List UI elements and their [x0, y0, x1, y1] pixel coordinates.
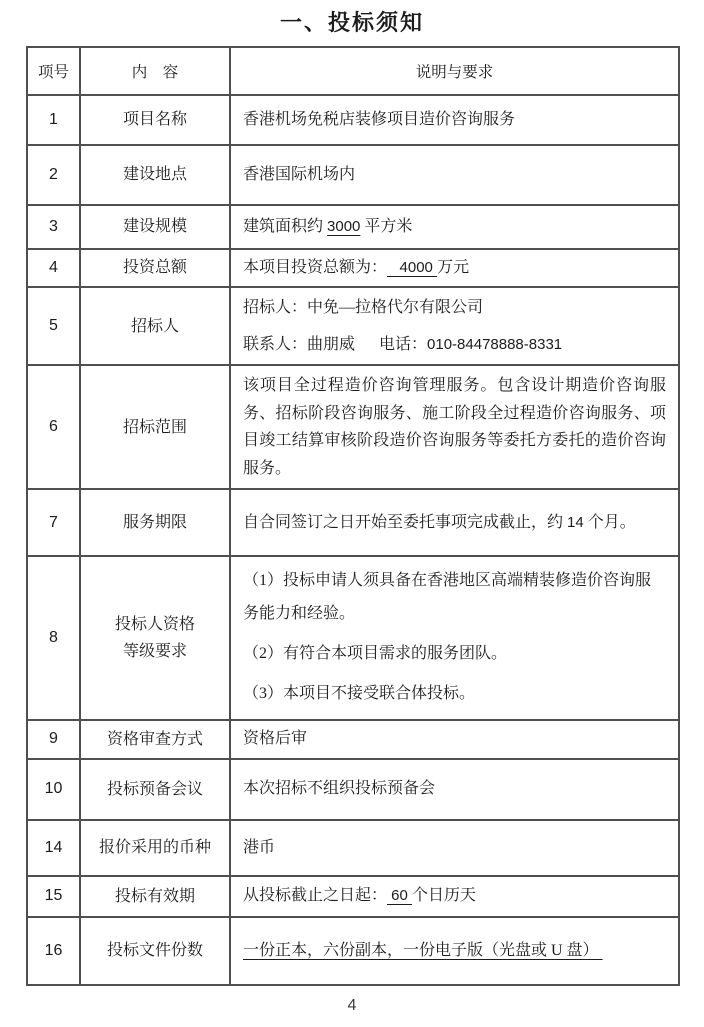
text-segment: 010-84478888-8331 — [427, 336, 563, 354]
content-label-line: 资格审查方式 — [106, 730, 203, 748]
content-label-line: 项目名称 — [122, 111, 187, 129]
content-label-cell — [80, 287, 230, 365]
description-paragraph — [243, 835, 666, 861]
text-segment: 资格后审 — [243, 730, 308, 748]
description-cell — [230, 720, 679, 759]
text-segment: 香港机场免税店装修项目造价咨询服务 — [243, 111, 516, 129]
content-label-line: 投标有效期 — [114, 887, 195, 905]
text-segment: 平方米 — [360, 218, 413, 236]
item-no-cell: 6 — [27, 365, 80, 489]
description-cell — [230, 917, 679, 985]
content-label-line: 投标人资格 — [114, 615, 195, 633]
item-no-cell: 8 — [27, 556, 80, 719]
text-segment: 个月。 — [583, 514, 636, 532]
text-segment: （2）有符合本项目需求的服务团队。 — [243, 645, 508, 663]
text-segment: 招标人：中免—拉格代尔有限公司 — [243, 299, 484, 316]
text-segment: 建筑面积约 — [243, 218, 328, 236]
description-cell — [230, 820, 679, 876]
description-cell — [230, 205, 679, 249]
item-no-cell: 10 — [27, 759, 80, 820]
content-label-line: 招标人 — [130, 317, 179, 335]
description-cell — [230, 145, 679, 205]
item-no-cell: 7 — [27, 489, 80, 556]
content-label-cell — [80, 365, 230, 489]
content-label-line: 建设地点 — [122, 166, 187, 184]
item-no-cell: 14 — [27, 820, 80, 876]
content-label-cell — [80, 489, 230, 556]
content-label-cell — [80, 205, 230, 249]
text-segment: 14 — [567, 514, 584, 532]
content-label-line: 报价采用的币种 — [98, 839, 211, 857]
content-label-line: 投标预备会议 — [106, 780, 203, 798]
text-segment: 3000 — [327, 218, 361, 236]
content-label-line: 服务期限 — [122, 514, 187, 532]
content-label-cell — [80, 145, 230, 205]
description-paragraph — [243, 565, 666, 631]
text-segment: 60 — [387, 887, 413, 905]
text-segment: 本次招标不组织投标预备会 — [243, 780, 436, 798]
text-segment: 自合同签订之日开始至委托事项完成截止，约 — [243, 514, 568, 532]
description-cell — [230, 759, 679, 820]
table-row — [27, 820, 679, 876]
description-paragraph — [243, 510, 666, 536]
table-body — [27, 95, 679, 985]
table-row — [27, 249, 679, 287]
content-label-cell — [80, 249, 230, 287]
table-row — [27, 205, 679, 249]
text-segment: 港币 — [243, 838, 276, 856]
description-paragraph — [243, 214, 666, 240]
item-no-cell: 1 — [27, 95, 80, 145]
description-paragraph — [243, 883, 666, 909]
table-row — [27, 95, 679, 145]
content-label-cell — [80, 720, 230, 759]
content-label-cell — [80, 556, 230, 719]
text-segment: 4000 — [387, 259, 438, 277]
description-paragraph — [243, 107, 666, 133]
header-cell-item-no: 项号 — [27, 47, 80, 95]
header-row — [27, 47, 679, 95]
item-no-cell: 9 — [27, 720, 80, 759]
content-label-line: 投标文件份数 — [106, 942, 203, 960]
text-segment: 该项目全过程造价咨询管理服务。包含设计期造价咨询服务、招标阶段咨询服务、施工阶段全过程造价咨询服务、项目竣工结算审核阶段造价咨询服务等委托方委托的造价咨询服务。 — [243, 377, 666, 477]
description-paragraph — [243, 255, 666, 281]
content-label-cell — [80, 820, 230, 876]
bidding-notice-table — [26, 46, 680, 986]
table-row — [27, 556, 679, 719]
description-cell — [230, 95, 679, 145]
item-no-cell: 5 — [27, 287, 80, 365]
item-no-cell: 4 — [27, 249, 80, 287]
text-segment: 联系人：曲朋威 电话： — [243, 336, 428, 354]
description-cell — [230, 249, 679, 287]
description-paragraph — [243, 292, 666, 323]
table-row — [27, 287, 679, 365]
item-no-cell: 16 — [27, 917, 80, 985]
table-row — [27, 917, 679, 985]
content-label-line: 等级要求 — [122, 643, 187, 661]
description-cell — [230, 876, 679, 917]
table-row — [27, 489, 679, 556]
item-no-cell: 2 — [27, 145, 80, 205]
description-cell — [230, 365, 679, 489]
text-segment: 个日历天 — [412, 887, 477, 905]
description-paragraph — [243, 329, 666, 360]
description-cell — [230, 287, 679, 365]
header-cell-description: 说明与要求 — [230, 47, 679, 95]
content-label-cell — [80, 876, 230, 917]
description-paragraph — [243, 938, 666, 964]
description-paragraph — [243, 678, 666, 711]
content-label-line: 招标范围 — [122, 418, 187, 436]
content-label-line: 建设规模 — [122, 218, 187, 236]
table-row — [27, 720, 679, 759]
table-row — [27, 759, 679, 820]
content-label-line: 投资总额 — [122, 259, 187, 277]
text-segment: 一份正本，六份副本，一份电子版（光盘或 U 盘） — [243, 941, 603, 959]
description-cell — [230, 556, 679, 719]
description-paragraph — [243, 776, 666, 802]
table-row — [27, 876, 679, 917]
text-segment: 香港国际机场内 — [243, 166, 356, 184]
table-row — [27, 145, 679, 205]
item-no-cell: 15 — [27, 876, 80, 917]
description-cell — [230, 489, 679, 556]
content-label-cell — [80, 917, 230, 985]
page-title: 一、投标须知 — [279, 10, 424, 35]
text-segment: 本项目投资总额为： — [243, 259, 388, 277]
page-number: 4 — [347, 997, 357, 1014]
table-row — [27, 365, 679, 489]
description-paragraph — [243, 638, 666, 671]
header-cell-content: 内 容 — [80, 47, 230, 95]
text-segment: 万元 — [437, 259, 470, 277]
text-segment: 从投标截止之日起： — [243, 887, 388, 905]
text-segment: （3）本项目不接受联合体投标。 — [243, 684, 476, 702]
content-label-cell — [80, 759, 230, 820]
content-label-cell — [80, 95, 230, 145]
description-paragraph — [243, 162, 666, 188]
text-segment: （1）投标申请人须具备在香港地区高端精装修造价咨询服务能力和经验。 — [243, 572, 652, 623]
item-no-cell: 3 — [27, 205, 80, 249]
description-paragraph — [243, 726, 666, 752]
description-paragraph — [243, 372, 666, 482]
